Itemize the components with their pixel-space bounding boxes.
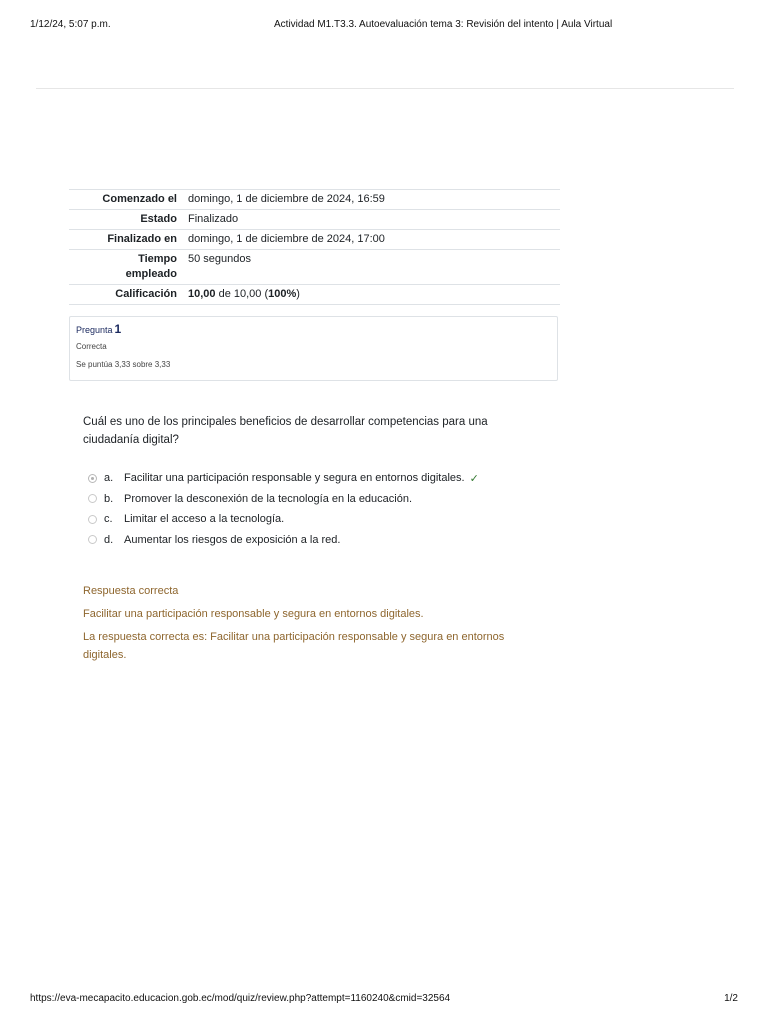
answer-letter: c. [104,513,113,526]
radio-icon [88,494,97,503]
summary-row-started [69,190,560,210]
radio-icon [88,515,97,524]
feedback-block [83,582,543,669]
answer-letter: d. [104,533,114,546]
radio-icon [88,535,97,544]
question-state: Correcta [76,342,107,351]
answer-text: Facilitar una participación responsable y segura en entornos digitales. [124,472,465,485]
print-header [0,19,768,33]
print-page-title: Actividad M1.T3.3. Autoevaluación tema 3: Revisión del intento | Aula Virtual [274,19,613,30]
started-label: Comenzado el [102,193,177,205]
question-label: Pregunta [76,325,113,335]
question-info-box [69,316,558,381]
attempt-summary-table [69,189,560,305]
state-value: Finalizado [188,213,239,225]
time-value: 50 segundos [188,253,251,265]
feedback-specific: Facilitar una participación responsable y segura en entornos digitales. [83,608,424,620]
print-url: https://eva-mecapacito.educacion.gob.ec/mod/quiz/review.php?attempt=1160240&cmid=32564 [30,993,451,1004]
summary-row-finished [69,230,560,250]
grade-percent: 100% [268,288,297,300]
grade-total: de 10,00 ( [215,288,269,300]
answer-option-a [88,468,558,489]
question-grade: Se puntúa 3,33 sobre 3,33 [76,360,171,369]
grade-close: ) [296,288,300,300]
answer-text: Aumentar los riesgos de exposición a la red. [124,533,341,546]
question-number-value: 1 [114,322,122,336]
answer-letter: b. [104,492,114,505]
feedback-status: Respuesta correcta [83,585,179,597]
print-footer [0,993,768,1007]
summary-row-time [69,250,560,285]
answer-text: Promover la desconexión de la tecnología en la educación. [124,492,413,505]
answer-option-b [88,489,558,510]
finished-label: Finalizado en [107,233,177,245]
checkmark-icon: ✓ [469,472,479,485]
answer-option-c [88,509,558,530]
grade-score: 10,00 [188,288,216,300]
answer-letter: a. [104,472,114,485]
print-datetime: 1/12/24, 5:07 p.m. [30,19,111,30]
grade-label: Calificación [115,288,177,300]
summary-row-grade [69,285,560,305]
answer-list [88,468,558,550]
time-label: Tiempo empleado [125,253,177,280]
question-number [76,322,551,337]
header-divider [36,88,734,89]
state-label: Estado [140,213,177,225]
grade-value [183,285,560,305]
answer-text: Limitar el acceso a la tecnología. [124,513,285,526]
summary-row-state [69,210,560,230]
print-page-number: 1/2 [724,993,738,1004]
started-value: domingo, 1 de diciembre de 2024, 16:59 [188,193,385,205]
feedback-right-answer: La respuesta correcta es: Facilitar una participación responsable y segura en entornos digitales. [83,631,505,661]
question-text: Cuál es uno de los principales beneficios de desarrollar competencias para una ciudadanía digital? [83,416,488,446]
answer-option-d [88,530,558,551]
finished-value: domingo, 1 de diciembre de 2024, 17:00 [188,233,385,245]
radio-icon [88,474,97,483]
